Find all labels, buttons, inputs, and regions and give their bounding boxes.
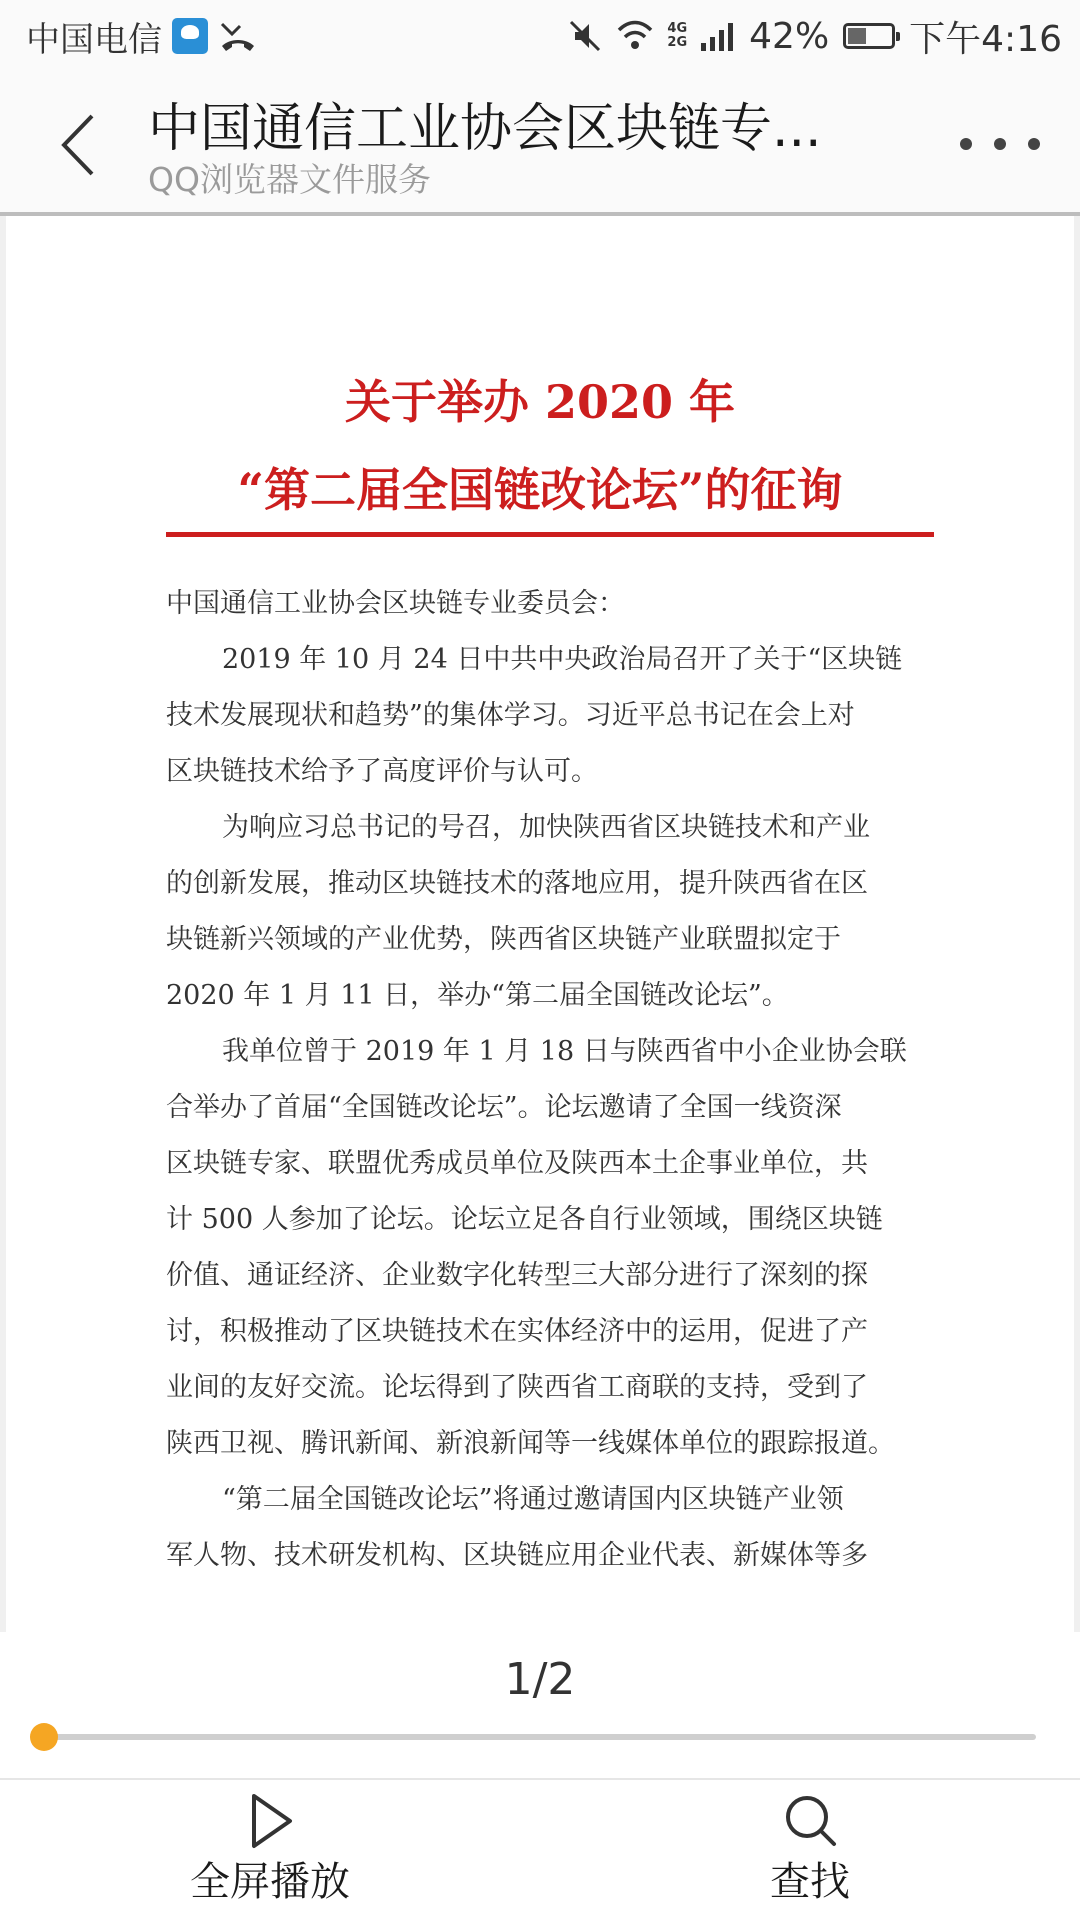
wifi-icon <box>617 20 653 52</box>
document-line: 计 500 人参加了论坛。论坛立足各自行业领域，围绕区块链 <box>166 1204 883 1235</box>
status-bar <box>0 0 1080 72</box>
document-line: 区块链专家、联盟优秀成员单位及陕西本土企事业单位，共 <box>166 1148 868 1179</box>
fullscreen-play-button[interactable] <box>160 1790 380 1920</box>
document-page <box>6 216 1074 1632</box>
document-line: 块链新兴领域的产业优势，陕西省区块链产业联盟拟定于 <box>166 924 841 955</box>
page-slider-thumb[interactable] <box>30 1723 58 1751</box>
network-4g-label: 4G <box>667 21 688 36</box>
battery-icon <box>843 23 895 49</box>
document-line: 陕西卫视、腾讯新闻、新浪新闻等一线媒体单位的跟踪报道。 <box>166 1428 895 1459</box>
more-dots-icon[interactable] <box>960 124 1040 164</box>
page-slider-track[interactable] <box>42 1734 1036 1740</box>
page-title: 中国通信工业协会区块链专... <box>148 99 822 159</box>
missed-call-icon <box>218 16 258 56</box>
dot <box>1028 138 1040 150</box>
document-line: 2020 年 1 月 11 日，举办“第二届全国链改论坛”。 <box>166 980 789 1011</box>
document-title-line-2: “第二届全国链改论坛”的征询 <box>237 463 843 517</box>
document-line: 2019 年 10 月 24 日中共中央政治局召开了关于“区块链 <box>222 644 903 675</box>
bottom-toolbar <box>0 1778 1080 1920</box>
battery-level <box>848 28 866 44</box>
document-line: 中国通信工业协会区块链专业委员会： <box>166 588 625 619</box>
document-body <box>166 576 926 1584</box>
document-line: 的创新发展，推动区块链技术的落地应用，提升陕西省在区 <box>166 868 868 899</box>
pager <box>0 1632 1080 1778</box>
title-bar <box>0 72 1080 216</box>
document-title-line-1: 关于举办 2020 年 <box>344 375 736 429</box>
document-viewer[interactable] <box>0 216 1080 1632</box>
document-line: 我单位曾于 2019 年 1 月 18 日与陕西省中小企业协会联 <box>222 1036 907 1067</box>
document-line: 为响应习总书记的号召，加快陕西省区块链技术和产业 <box>222 812 870 843</box>
document-line: 价值、通证经济、企业数字化转型三大部分进行了深刻的探 <box>166 1260 868 1291</box>
network-type <box>667 22 687 50</box>
document-line: 区块链技术给予了高度评价与认可。 <box>166 756 598 787</box>
document-line: 军人物、技术研发机构、区块链应用企业代表、新媒体等多 <box>166 1540 868 1571</box>
chevron-left-icon[interactable] <box>48 110 114 180</box>
page-indicator: 1/2 <box>504 1654 576 1705</box>
carrier-label: 中国电信 <box>26 19 162 60</box>
play-icon <box>240 1790 300 1852</box>
cloud-app-icon <box>172 18 208 54</box>
document-title <box>6 358 1074 534</box>
document-line: 技术发展现状和趋势”的集体学习。习近平总书记在会上对 <box>166 700 855 731</box>
clock: 下午4:16 <box>909 18 1062 60</box>
document-line: 合举办了首届“全国链改论坛”。论坛邀请了全国一线资深 <box>166 1092 842 1123</box>
title-divider <box>166 532 934 537</box>
document-line: “第二届全国链改论坛”将通过邀请国内区块链产业领 <box>222 1484 844 1515</box>
fullscreen-play-label: 全屏播放 <box>190 1859 350 1905</box>
page-subtitle: QQ浏览器文件服务 <box>148 160 431 199</box>
network-2g-label: 2G <box>667 35 688 50</box>
document-line: 讨，积极推动了区块链技术在实体经济中的运用，促进了产 <box>166 1316 868 1347</box>
find-label: 查找 <box>770 1859 850 1905</box>
signal-icon <box>701 21 735 51</box>
find-button[interactable] <box>700 1790 920 1920</box>
mute-icon <box>567 18 603 54</box>
dot <box>960 138 972 150</box>
dot <box>994 138 1006 150</box>
document-line: 业间的友好交流。论坛得到了陕西省工商联的支持，受到了 <box>166 1372 868 1403</box>
battery-percent: 42% <box>749 15 830 57</box>
search-icon <box>780 1790 840 1852</box>
